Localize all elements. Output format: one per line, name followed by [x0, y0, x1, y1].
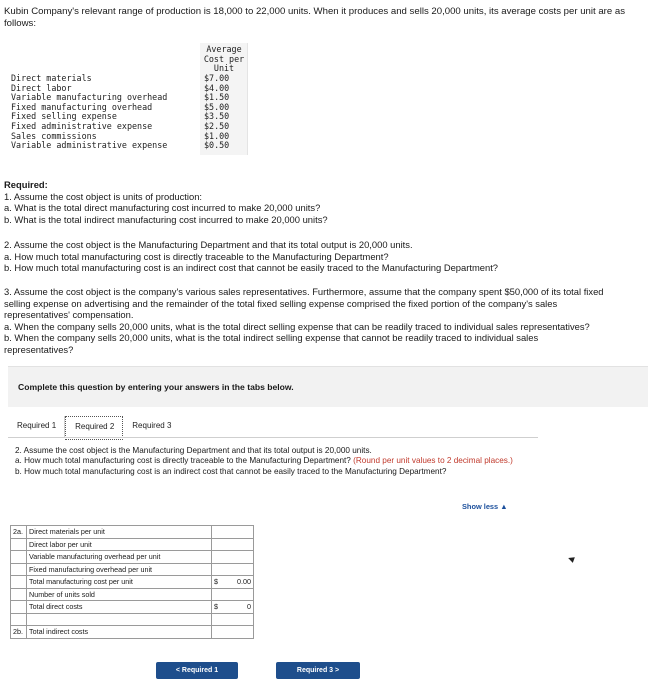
answer-row-label[interactable] [27, 613, 212, 626]
answer-row-label[interactable]: Total direct costs [27, 601, 212, 614]
q1a-line: a. What is the total direct manufacturing cost incurred to make 20,000 units? [4, 202, 321, 214]
q2-section [4, 239, 644, 274]
answer-row-number: 2a. [11, 526, 27, 539]
q3a-line: a. When the company sells 20,000 units, what is the total direct selling expense that can be readily traced to individual sales representatives? [4, 320, 590, 332]
answer-value-input[interactable] [212, 626, 254, 639]
answer-row-label[interactable]: Direct materials per unit [27, 526, 212, 539]
answer-value-input[interactable] [212, 601, 254, 614]
answer-row-label[interactable]: Direct labor per unit [27, 538, 212, 551]
show-less-link[interactable]: Show less ▲ [462, 502, 508, 511]
answer-row-label[interactable]: Total manufacturing cost per unit [27, 576, 212, 589]
answer-row-number [11, 613, 27, 626]
answer-row [11, 538, 254, 551]
answer-value-input[interactable] [212, 588, 254, 601]
cost-row-label: Fixed selling expense [11, 111, 117, 122]
cost-row-label: Variable manufacturing overhead [11, 92, 168, 103]
q2b-line: b. How much total manufacturing cost is an indirect cost that cannot be easily traced to the Manufacturing Department? [4, 262, 499, 274]
answer-value-input[interactable] [212, 613, 254, 626]
instructions-text: Complete this question by entering your answers in the tabs below. [18, 382, 294, 392]
answer-row-number [11, 563, 27, 576]
answer-row-label[interactable]: Variable manufacturing overhead per unit [27, 551, 212, 564]
tab-divider [8, 437, 538, 438]
cost-row-label: Sales commissions [11, 130, 97, 141]
cost-row-value: $0.50 [204, 140, 230, 151]
q3-line: 3. Assume the cost object is the company's various sales representatives. Furthermore, assume that the company spent $50,000 of its total fixed selling expense on advertising and the remainder of the total fixed selling expense comprised the fixed portion of the company's sales representatives' compensation. [4, 286, 604, 321]
answer-value-input[interactable] [212, 526, 254, 539]
q2-line: 2. Assume the cost object is the Manufacturing Department and that its total output is 20,000 units. [4, 239, 413, 250]
answer-row [11, 563, 254, 576]
tab-required-3[interactable]: Required 3 [123, 416, 179, 438]
answer-row-label[interactable]: Total indirect costs [27, 626, 212, 639]
cursor-arrow-icon [567, 555, 575, 563]
answer-row [11, 601, 254, 614]
answer-row-number [11, 588, 27, 601]
q3b-line: b. When the company sells 20,000 units, what is the total indirect selling expense that cannot be readily traced to individual sales representatives? [4, 332, 539, 355]
answer-value: 0 [247, 602, 251, 612]
answer-row-label[interactable]: Fixed manufacturing overhead per unit [27, 563, 212, 576]
answer-row [11, 526, 254, 539]
currency-symbol: $ [214, 602, 218, 612]
tab-question [15, 446, 535, 477]
tab-question-line3: b. How much total manufacturing cost is an indirect cost that cannot be easily traced to the Manufacturing Department? [15, 467, 447, 476]
cost-row-value: $4.00 [204, 82, 230, 93]
q3-section [4, 286, 604, 356]
prev-required-button[interactable]: < Required 1 [156, 662, 238, 679]
tab-question-line2: a. How much total manufacturing cost is directly traceable to the Manufacturing Department? (Round per unit values to 2 decimal places.) [15, 456, 513, 465]
cost-row-label: Fixed manufacturing overhead [11, 101, 153, 112]
cost-row-label: Direct labor [11, 82, 72, 93]
q1b-line: b. What is the total indirect manufacturing cost incurred to make 20,000 units? [4, 213, 328, 225]
rounding-note: (Round per unit values to 2 decimal places.) [353, 456, 513, 465]
cost-values [204, 74, 229, 151]
answer-row [11, 551, 254, 564]
answer-value: 0.00 [237, 577, 251, 587]
answer-row-number [11, 601, 27, 614]
answer-table [10, 525, 254, 639]
answer-row [11, 588, 254, 601]
problem-intro: Kubin Company's relevant range of production is 18,000 to 22,000 units. When it produces and sells 20,000 units, its average costs per unit are as follows: [4, 6, 625, 29]
required-heading: Required: [4, 179, 48, 190]
answer-row-number [11, 576, 27, 589]
cost-row-value: $7.00 [204, 73, 230, 83]
tab-required-2[interactable]: Required 2 [65, 416, 123, 440]
cost-row-value: $2.50 [204, 120, 230, 131]
tab-bar [8, 416, 179, 438]
q2a-line: a. How much total manufacturing cost is directly traceable to the Manufacturing Department? [4, 250, 389, 262]
answer-row-number [11, 551, 27, 564]
tab-required-1[interactable]: Required 1 [8, 416, 65, 438]
answer-row [11, 626, 254, 639]
cost-row-value: $1.50 [204, 92, 230, 103]
q1-line: 1. Assume the cost object is units of production: [4, 190, 203, 202]
cost-row-label: Variable administrative expense [11, 140, 168, 151]
cost-row-value: $3.50 [204, 111, 230, 122]
cost-labels [11, 74, 167, 151]
answer-value-input[interactable] [212, 538, 254, 551]
answer-row-number [11, 538, 27, 551]
cost-row-label: Fixed administrative expense [11, 120, 153, 131]
cost-row-value: $1.00 [204, 130, 230, 141]
next-required-button[interactable]: Required 3 > [276, 662, 360, 679]
answer-value-input[interactable] [212, 551, 254, 564]
tab-question-line1: 2. Assume the cost object is the Manufacturing Department and that its total output is 20,000 units. [15, 446, 372, 455]
cost-row-value: $5.00 [204, 101, 230, 112]
answer-value-input[interactable] [212, 576, 254, 589]
answer-row [11, 613, 254, 626]
answer-value-input[interactable] [212, 563, 254, 576]
answer-row-label[interactable]: Number of units sold [27, 588, 212, 601]
answer-row [11, 576, 254, 589]
cost-column-header: Average Cost per Unit [203, 44, 245, 74]
currency-symbol: $ [214, 577, 218, 587]
required-section [4, 179, 644, 225]
answer-row-number: 2b. [11, 626, 27, 639]
cost-row-label: Direct materials [11, 73, 92, 83]
